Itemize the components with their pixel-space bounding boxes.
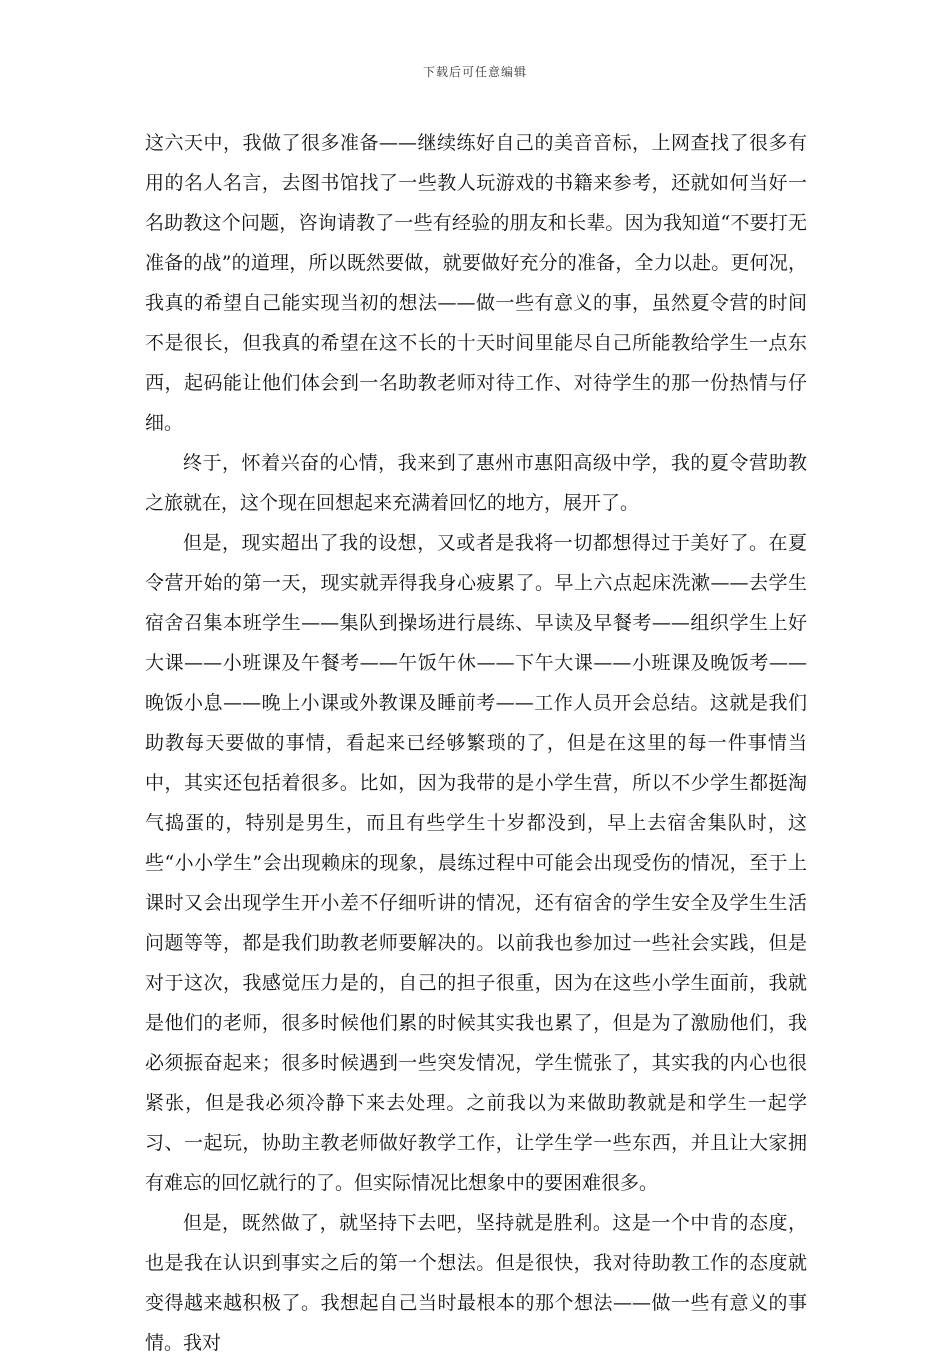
paragraph-2: 终于，怀着兴奋的心情，我来到了惠州市惠阳高级中学，我的夏令营助教之旅就在，这个现在回想起来充满着回忆的地方，展开了。 bbox=[145, 452, 807, 514]
paragraph-3: 但是，现实超出了我的设想，又或者是我将一切都想得过于美好了。在夏令营开始的第一天，现实就弄得我身心疲累了。早上六点起床洗漱——去学生宿舍召集本班学生——集队到操场进行晨练、早读及早餐考——组织学生上好大课——小班课及午餐考——午饭午休——下午大课——小班课及晚饭考——晚饭小息——晚上小课或外教课及睡前考——工作人员开会总结。这就是我们助教每天要做的事情，看起来已经够繁琐的了，但是在这里的每一件事情当中，其实还包括着很多。比如，因为我带的是小学生营，所以不少学生都挺淘气捣蛋的，特别是男生，而且有些学生十岁都没到，早上去宿舍集队时，这些“小小学生”会出现赖床的现象，晨练过程中可能会出现受伤的情况，至于上课时又会出现学生开小差不仔细听讲的情况，还有宿舍的学生安全及学生生活问题等等，都是我们助教老师要解决的。以前我也参加过一些社会实践，但是对于这次，我感觉压力是的，自己的担子很重，因为在这些小学生面前，我就是他们的老师，很多时候他们累的时候其实我也累了，但是为了激励他们，我必须振奋起来；很多时候遇到一些突发情况，学生慌张了，其实我的内心也很紧张，但是我必须冷静下来去处理。之前我以为来做助教就是和学生一起学习、一起玩，协助主教老师做好教学工作，让学生学一些东西，并且让大家拥有难忘的回忆就行的了。但实际情况比想象中的要困难很多。 bbox=[145, 532, 807, 1194]
document-body bbox=[145, 123, 807, 1363]
page-header-note: 下载后可任意编辑 bbox=[422, 65, 527, 79]
paragraph-4: 但是，既然做了，就坚持下去吧，坚持就是胜利。这是一个中肯的态度，也是我在认识到事实之后的第一个想法。但是很快，我对待助教工作的态度就变得越来越积极了。我想起自己当时最根本的那个想法——做一些有意义的事情。我对 bbox=[145, 1212, 807, 1354]
paragraph-1: 这六天中，我做了很多准备——继续练好自己的美音音标，上网查找了很多有用的名人名言，去图书馆找了一些教人玩游戏的书籍来参考，还就如何当好一名助教这个问题，咨询请教了一些有经验的朋友和长辈。因为我知道“不要打无准备的战”的道理，所以既然要做，就要做好充分的准备，全力以赴。更何况，我真的希望自己能实现当初的想法——做一些有意义的事，虽然夏令营的时间不是很长，但我真的希望在这不长的十天时间里能尽自己所能教给学生一点东西，起码能让他们体会到一名助教老师对待工作、对待学生的那一份热情与仔细。 bbox=[145, 132, 807, 434]
